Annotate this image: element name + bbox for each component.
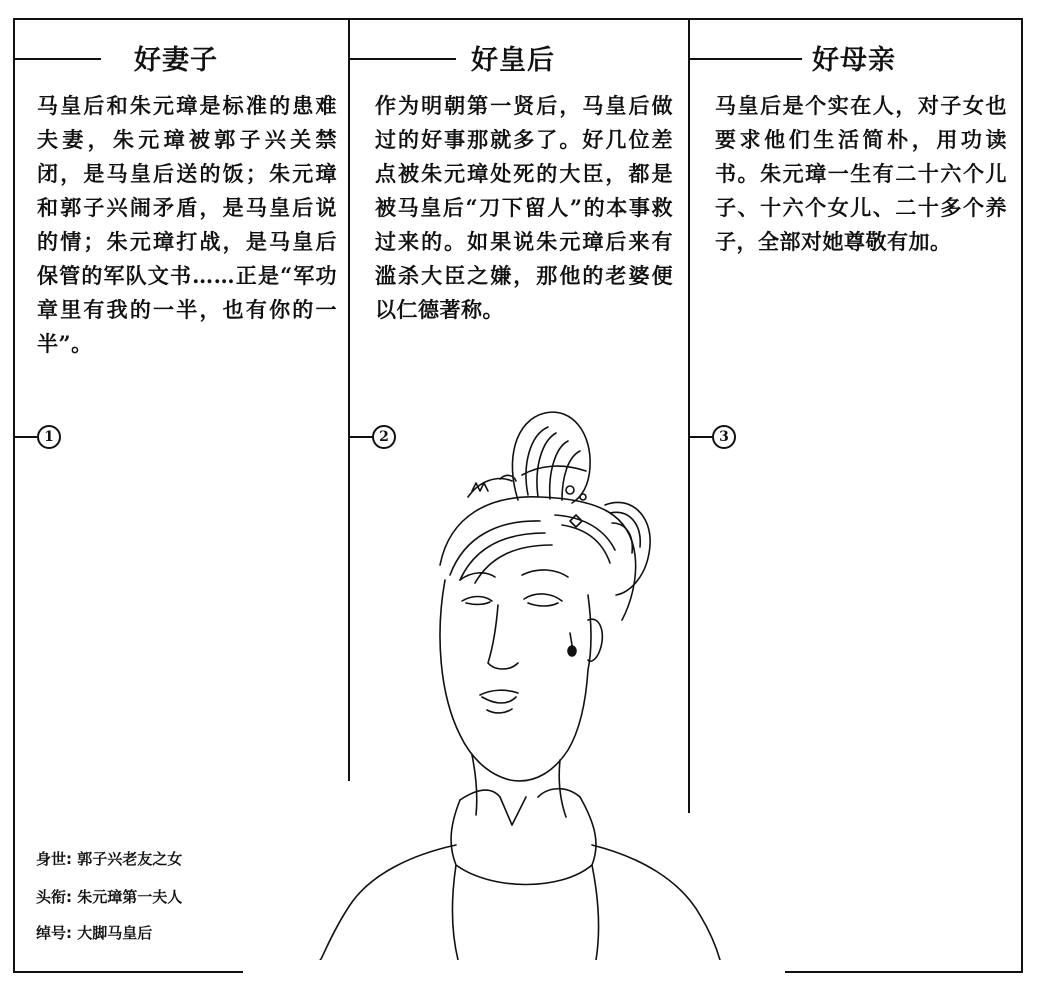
marker-number: 2 [372, 425, 396, 449]
column-body-good-wife: 马皇后和朱元璋是标准的患难夫妻，朱元璋被郭子兴关禁闭，是马皇后送的饭；朱元璋和郭子兴闹矛盾，是马皇后说的情；朱元璋打战，是马皇后保管的军队文书……正是“军功章里有我的一半，也有你的一半”。 [37, 93, 337, 356]
frame-left-border [13, 18, 15, 973]
column-body-good-empress: 作为明朝第一贤后，马皇后做过的好事那就多了。好几位差点被朱元璋处死的大臣，都是被马皇后“刀下留人”的本事救过来的。如果说朱元璋后来有滥杀大臣之嫌，那他的老婆便以仁德著称。 [375, 93, 673, 322]
frame-top-border [13, 18, 1023, 20]
empress-portrait-illustration [300, 405, 740, 960]
title-rule-3 [690, 58, 802, 60]
profile-origin-label: 身世 : [36, 850, 77, 868]
marker-number: 1 [37, 425, 61, 449]
profile-nickname [36, 922, 152, 943]
title-rule-2 [350, 58, 456, 60]
profile-origin-value: 郭子兴老友之女 [77, 850, 183, 868]
frame-bottom-right-border [785, 971, 1023, 973]
title-rule-1 [13, 58, 101, 60]
frame-bottom-left-border [13, 971, 243, 973]
marker-dash [15, 436, 37, 438]
frame-right-border [1021, 18, 1023, 973]
column-title-good-empress: 好皇后 [471, 45, 555, 76]
profile-title-label: 头衔 : [36, 888, 77, 906]
column-title-good-wife: 好妻子 [134, 45, 218, 76]
marker-number: 3 [712, 425, 736, 449]
profile-nickname-label: 绰号 : [36, 924, 77, 942]
profile-nickname-value: 大脚马皇后 [77, 924, 153, 942]
profile-title-value: 朱元璋第一夫人 [77, 888, 183, 906]
profile-origin [36, 848, 182, 869]
column-body-good-mother: 马皇后是个实在人，对子女也要求他们生活简朴，用功读书。朱元璋一生有二十六个儿子、十六个女儿、二十多个养子，全部对她尊敬有加。 [715, 93, 1007, 254]
column-marker-1 [15, 425, 61, 449]
column-title-good-mother: 好母亲 [812, 45, 896, 76]
profile-title [36, 886, 182, 907]
